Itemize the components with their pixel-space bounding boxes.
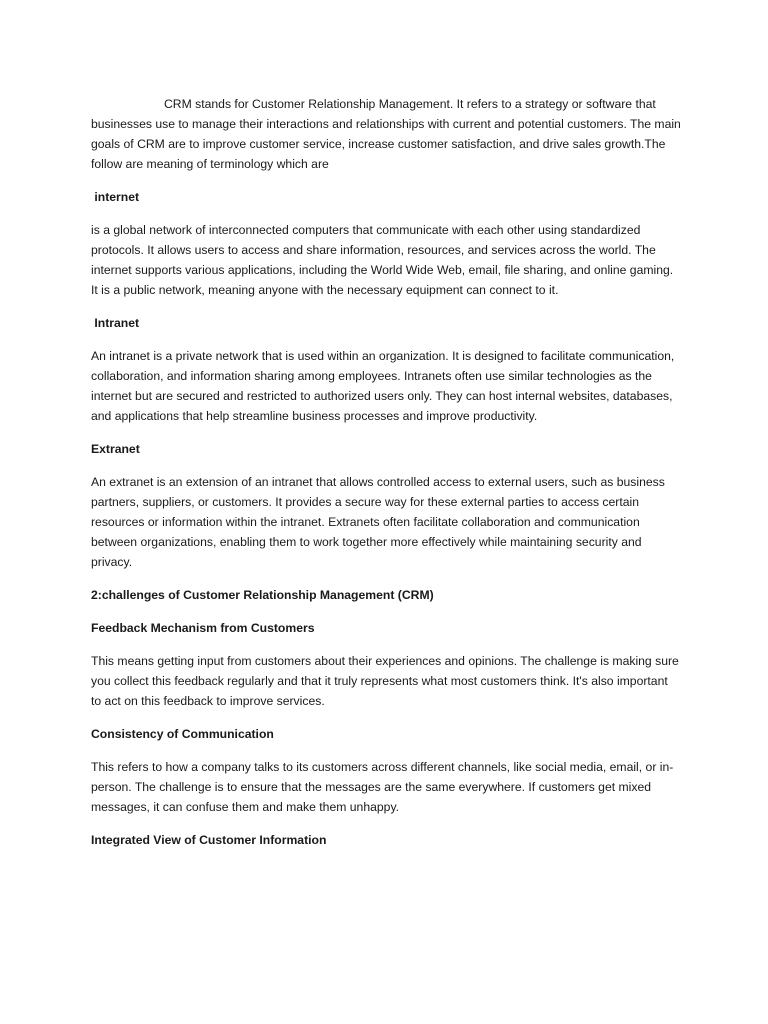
intro-paragraph xyxy=(91,94,681,174)
paragraph-feedback-mechanism: This means getting input from customers about their experiences and opinions. The challenge is making sure you collect this feedback regularly and that it truly represents what most customers think. It's also important to act on this feedback to improve services. xyxy=(91,654,679,708)
heading-consistency-of-communication: Consistency of Communication xyxy=(91,727,274,741)
heading-feedback-mechanism: Feedback Mechanism from Customers xyxy=(91,621,315,635)
document-page xyxy=(91,94,681,863)
paragraph-consistency-of-communication: This refers to how a company talks to its customers across different channels, like social media, email, or in-person. The challenge is to ensure that the messages are the same everywhere. If customers get mixed messages, it can confuse them and make them unhappy. xyxy=(91,760,674,814)
heading-extranet: Extranet xyxy=(91,442,140,456)
heading-intranet: Intranet xyxy=(91,316,140,330)
heading-integrated-view: Integrated View of Customer Information xyxy=(91,833,327,847)
paragraph-extranet: An extranet is an extension of an intranet that allows controlled access to external users, such as business partners, suppliers, or customers. It provides a secure way for these external parties to access certain resources or information within the intranet. Extranets often facilitate collaboration and communication between organizations, enabling them to work together more effectively while maintaining security and privacy. xyxy=(91,475,665,569)
heading-challenges: 2:challenges of Customer Relationship Management (CRM) xyxy=(91,588,434,602)
paragraph-internet: is a global network of interconnected computers that communicate with each other using standardized protocols. It allows users to access and share information, resources, and services across the world. The internet supports various applications, including the World Wide Web, email, file sharing, and online gaming. It is a public network, meaning anyone with the necessary equipment can connect to it. xyxy=(91,223,674,297)
intro-text: CRM stands for Customer Relationship Management. It refers to a strategy or software that businesses use to manage their interactions and relationships with current and potential customers. The main goals of CRM are to improve customer service, increase customer satisfaction, and drive sales growth.The follow are meaning of terminology which are xyxy=(91,97,681,171)
heading-internet: internet xyxy=(91,190,140,204)
paragraph-intranet: An intranet is a private network that is used within an organization. It is designed to facilitate communication, collaboration, and information sharing among employees. Intranets often use similar technologies as the internet but are secured and restricted to authorized users only. They can host internal websites, databases, and applications that help streamline business processes and improve productivity. xyxy=(91,349,675,423)
